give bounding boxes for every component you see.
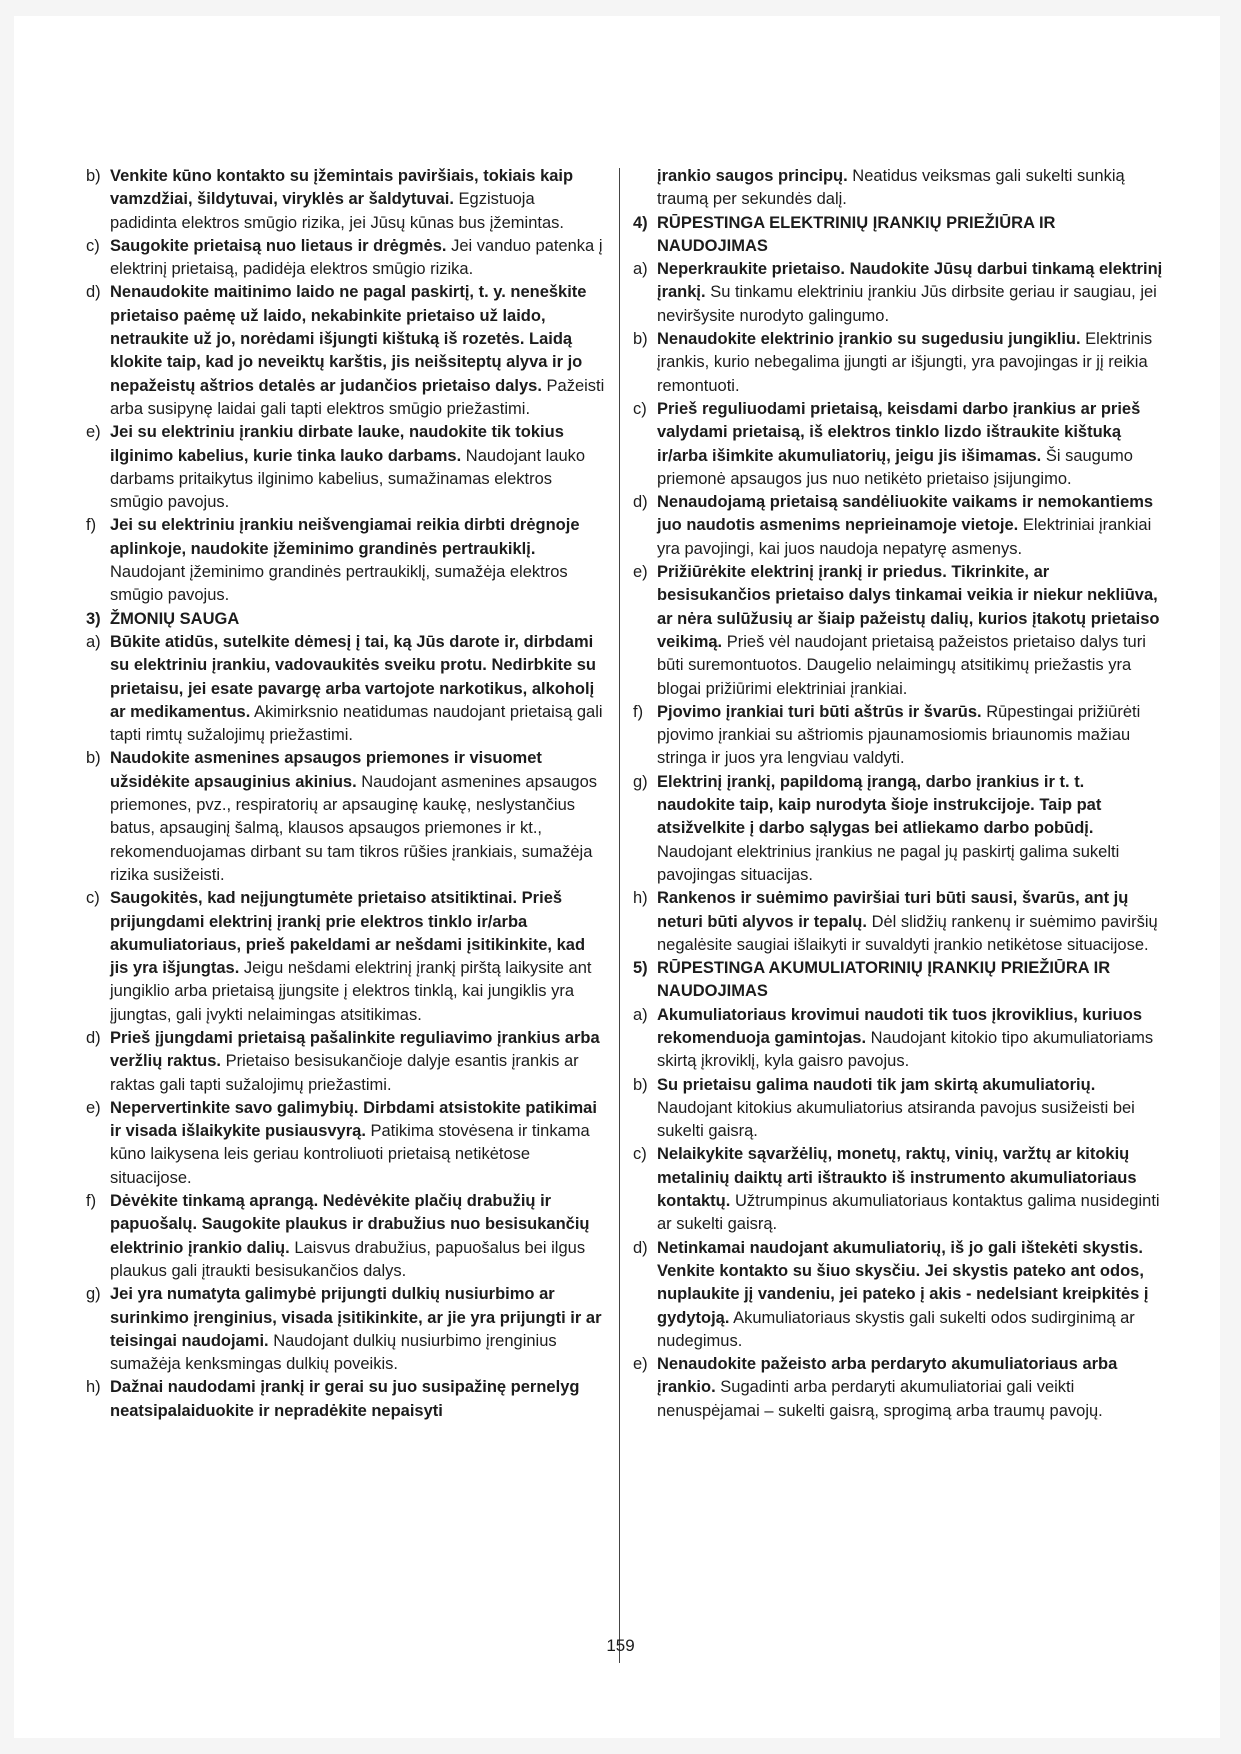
item-bold-text: Su prietaisu galima naudoti tik jam skirtą akumuliatorių.	[657, 1075, 1096, 1094]
item-marker: e)	[86, 423, 101, 442]
item-marker: e)	[633, 1355, 648, 1374]
list-item	[86, 514, 606, 607]
list-item	[86, 1376, 606, 1423]
item-marker: d)	[633, 493, 648, 512]
item-text: Akumuliatoriaus skystis gali sukelti odos sudirginimą ar nudegimus.	[657, 1308, 1135, 1350]
item-bold-text: Neperkraukite prietaiso. Naudokite Jūsų darbui tinkamą elektrinį įrankį.	[657, 260, 1163, 302]
list-item	[633, 491, 1165, 561]
item-text: Elektrinis įrankis, kurio nebegalima įjungti ar išjungti, yra pavojingas ir jį reikia remontuoti.	[657, 330, 1153, 395]
list-item	[86, 631, 606, 747]
item-marker: a)	[86, 632, 101, 651]
item-marker: b)	[86, 167, 101, 185]
right-column	[633, 165, 1165, 1423]
item-bold-text: Saugokite prietaisą nuo lietaus ir drėgmės.	[110, 236, 447, 255]
section-heading	[633, 212, 1165, 259]
item-text: Elektriniai įrankiai yra pavojingi, kai juos naudoja nepatyrę asmenys.	[657, 516, 1152, 558]
list-item	[633, 328, 1165, 398]
item-text: Pažeisti arba susipynę laidai gali tapti elektros smūgio priežastimi.	[110, 376, 605, 418]
item-marker: f)	[633, 702, 644, 721]
item-marker: d)	[86, 283, 101, 302]
list-item	[633, 398, 1165, 491]
list-item	[633, 561, 1165, 701]
item-bold-text: Nelaikykite sąvaržėlių, monetų, raktų, vinių, varžtų ar kitokių metalinių daiktų arti ištraukto iš instrumento akumuliatoriaus kontaktų.	[657, 1145, 1137, 1211]
list-item	[633, 1353, 1165, 1423]
left-column	[86, 165, 606, 1423]
item-bold-text: Prieš reguliuodami prietaisą, keisdami darbo įrankius ar prieš valydami prietaisą, iš elektros tinklo lizdo ištraukite kištuką ir/arba išimkite akumuliatorių, jeigu jis išimamas.	[657, 399, 1141, 465]
item-bold-text: Prieš įjungdami prietaisą pašalinkite reguliavimo įrankius arba veržlių raktus.	[110, 1028, 600, 1071]
item-text: Naudojant kitokio tipo akumuliatoriams skirtą įkroviklį, kyla gaisro pavojus.	[657, 1028, 1154, 1071]
item-bold-text: Venkite kūno kontakto su įžemintais paviršiais, tokiais kaip vamzdžiai, šildytuvai, viryklės ar šaldytuvai.	[110, 167, 574, 209]
item-bold-text: Akumuliatoriaus krovimui naudoti tik tuos įkroviklius, kuriuos rekomenduoja gamintojas.	[657, 1005, 1143, 1047]
item-marker: d)	[86, 1028, 101, 1047]
item-bold-text: Nenaudokite pažeisto arba perdaryto akumuliatoriaus arba įrankio.	[657, 1355, 1118, 1397]
item-text: Naudojant asmenines apsaugos priemones, pvz., respiratorių ar apsauginę kaukę, neslystančius batus, apsauginį šalmą, klausos apsaugos priemones ir kt., rekomenduojamas dirbant su tam tikros rūšies įrankiais, sumažėja rizika susižeisti.	[110, 772, 597, 884]
item-text: Prietaiso besisukančioje dalyje esantis įrankis ar raktas gali tapti sužalojimų priežastimi.	[110, 1052, 579, 1094]
item-marker: c)	[633, 1145, 647, 1164]
item-marker: a)	[633, 1005, 648, 1024]
item-marker: c)	[86, 236, 100, 255]
item-bold-text: Pjovimo įrankiai turi būti aštrūs ir švarūs.	[657, 702, 982, 721]
item-text: Laisvus drabužius, papuošalus bei ilgus plaukus gali įtraukti besisukančios dalys.	[110, 1238, 586, 1280]
item-marker: b)	[633, 330, 648, 349]
item-bold-text: Prižiūrėkite elektrinį įrankį ir priedus. Tikrinkite, ar besisukančios prietaiso dalys tinkamai veikia ir niekur nekliūva, ar nėra sulūžusių ar šiaip pažeistų dalių, kurios įtakotų prietaiso veikimą.	[657, 563, 1160, 651]
list-item	[86, 1097, 606, 1190]
item-text: Egzistuoja padidinta elektros smūgio rizika, jei Jūsų kūnas bus įžemintas.	[110, 190, 564, 232]
item-bold-text: Nenaudokite maitinimo laido ne pagal paskirtį, t. y. neneškite prietaiso paėmę už laido, nekabinkite prietaiso už laido, netraukite už jo, norėdami išjungti kištuką iš rozetės. Laidą klokite taip, kad jo neveiktų karštis, jis neišsiteptų alyva ir jo nepažeistų aštrios detalės ar judančios prietaiso dalys.	[110, 283, 587, 395]
section-number: 4)	[633, 213, 648, 232]
list-item	[86, 235, 606, 282]
list-item	[86, 281, 606, 421]
item-bold-text: Saugokitės, kad neįjungtumėte prietaiso atsitiktinai. Prieš prijungdami elektrinį įrankį prie elektros tinklo ir/arba akumuliatoriaus, prieš pakeldami ar nešdami įsitikinkite, kad jis yra išjungtas.	[110, 889, 586, 978]
item-bold-text: Elektrinį įrankį, papildomą įrangą, darbo įrankius ir t. t. naudokite taip, kaip nurodyta šioje instrukcijoje. Taip pat atsižvelkite į darbo sąlygas bei atliekamo darbo pobūdį.	[657, 772, 1102, 838]
list-item	[86, 1190, 606, 1283]
item-marker: c)	[86, 889, 100, 908]
item-text: Akimirksnio neatidumas naudojant prietaisą gali tapti rimtų sužalojimų priežastimi.	[110, 702, 603, 745]
list-item	[86, 165, 606, 235]
list-item	[633, 1237, 1165, 1353]
list-item	[86, 1283, 606, 1376]
item-marker: c)	[633, 399, 647, 418]
list-item	[633, 1004, 1165, 1074]
item-text: Užtrumpinus akumuliatoriaus kontaktus galima nusideginti ar sukelti gaisrą.	[657, 1192, 1160, 1234]
list-item	[633, 258, 1165, 328]
section-title: ŽMONIŲ SAUGA	[110, 609, 240, 628]
item-bold-text: Netinkamai naudojant akumuliatorių, iš jo gali ištekėti skystis. Venkite kontakto su šiuo skysčiu. Jei skystis pateko ant odos, nuplaukite jį vandeniu, jei pateko į akis - nedelsiant kreipkitės į gydytoją.	[657, 1238, 1149, 1327]
list-item	[86, 1027, 606, 1097]
item-marker: a)	[633, 260, 648, 279]
item-text: Ši saugumo priemonė apsaugos jus nuo netikėto prietaiso įsijungimo.	[657, 446, 1133, 488]
item-bold-text: Būkite atidūs, sutelkite dėmesį į tai, ką Jūs darote ir, dirbdami su elektriniu įrankiu, vadovaukitės sveiku protu. Nedirbkite su prietaisu, jei esate pavargę arba vartojote narkotikus, alkoholį ar medikamentus.	[110, 632, 596, 721]
item-marker: f)	[86, 1192, 97, 1211]
item-marker: h)	[86, 1378, 101, 1397]
item-marker: g)	[633, 772, 648, 791]
item-text: Naudojant įžeminimo grandinės pertraukiklį, sumažėja elektros smūgio pavojus.	[110, 563, 568, 605]
section-heading	[633, 957, 1165, 1004]
item-text: Sugadinti arba perdaryti akumuliatoriai gali veikti nenuspėjamai – sukelti gaisrą, sprogimą arba traumų pavojų.	[657, 1378, 1103, 1420]
item-marker: f)	[86, 516, 97, 535]
item-bold-text: Naudokite asmenines apsaugos priemones ir visuomet užsidėkite apsauginius akinius.	[110, 749, 542, 791]
item-marker: h)	[633, 889, 648, 908]
item-marker: b)	[633, 1075, 648, 1094]
item-marker: d)	[633, 1238, 648, 1257]
item-bold-text: įrankio saugos principų.	[657, 167, 848, 185]
item-text: Jei vanduo patenka į elektrinį prietaisą, padidėja elektros smūgio rizika.	[110, 236, 603, 279]
item-text: Naudojant kitokius akumuliatorius atsiranda pavojus susižeisti bei sukelti gaisrą.	[657, 1098, 1135, 1141]
item-text: Patikima stovėsena ir tinkama kūno laikysena leis geriau kontroliuoti prietaisą netikėtose situacijose.	[110, 1122, 590, 1187]
list-item	[86, 747, 606, 887]
item-text: Dėl slidžių rankenų ir suėmimo paviršių negalėsite saugiai išlaikyti ir suvaldyti įrankio netikėtose situacijose.	[657, 912, 1158, 954]
list-item	[633, 1143, 1165, 1236]
item-text: Naudojant lauko darbams pritaikytus ilginimo kabelius, sumažinamas elektros smūgio pavojus.	[110, 446, 586, 512]
section-number: 3)	[86, 609, 101, 628]
list-item	[633, 701, 1165, 771]
item-bold-text: Nenaudokite elektrinio įrankio su sugedusiu jungikliu.	[657, 330, 1081, 349]
item-bold-text: Nenaudojamą prietaisą sandėliuokite vaikams ir nemokantiems juo naudotis asmenims neprieinamoje vietoje.	[657, 493, 1154, 535]
item-marker: e)	[86, 1098, 101, 1117]
section-title: RŪPESTINGA ELEKTRINIŲ ĮRANKIŲ PRIEŽIŪRA IR NAUDOJIMAS	[657, 213, 1056, 255]
item-text: Naudojant elektrinius įrankius ne pagal jų paskirtį galima sukelti pavojingas situacijas.	[657, 842, 1120, 884]
section-number: 5)	[633, 959, 648, 978]
section-heading	[86, 608, 606, 631]
item-bold-text: Jei su elektriniu įrankiu dirbate lauke, naudokite tik tokius ilginimo kabelius, kurie tinka lauko darbams.	[110, 423, 564, 465]
item-marker: b)	[86, 749, 101, 768]
item-bold-text: Rankenos ir suėmimo paviršiai turi būti sausi, švarūs, ant jų neturi būti alyvos ir tepalų.	[657, 889, 1129, 931]
item-text: Prieš vėl naudojant prietaisą pažeistos prietaiso dalys turi būti suremontuotos. Daugelio nelaimingų atsitikimų priežastis yra blogai prižiūrimi elektriniai įrankiai.	[657, 632, 1146, 698]
item-text: Jeigu nešdami elektrinį įrankį pirštą laikysite ant jungiklio arba prietaisą įjungsite į elektros tinklą, kai jungiklis yra įjungtas, gali įvykti nelaimingas atsitikimas.	[110, 959, 592, 1024]
item-bold-text: Dėvėkite tinkamą aprangą. Nedėvėkite plačių drabužių ir papuošalų. Saugokite plaukus ir drabužius nuo besisukančių elektrinio įrankio dalių.	[110, 1192, 590, 1257]
column-divider	[619, 168, 620, 1663]
list-item	[633, 887, 1165, 957]
list-item	[86, 421, 606, 514]
page-number: 159	[606, 1636, 635, 1655]
item-bold-text: Jei su elektriniu įrankiu neišvengiamai reikia dirbti drėgnoje aplinkoje, naudokite įžeminimo grandinės pertraukiklį.	[110, 516, 580, 558]
continued-paragraph	[633, 165, 1165, 212]
item-bold-text: Dažnai naudodami įrankį ir gerai su juo susipažinę pernelyg neatsipalaiduokite ir nepradėkite nepaisyti	[110, 1378, 580, 1420]
section-title: RŪPESTINGA AKUMULIATORINIŲ ĮRANKIŲ PRIEŽIŪRA IR NAUDOJIMAS	[657, 959, 1111, 1001]
item-marker: g)	[86, 1285, 101, 1304]
item-bold-text: Nepervertinkite savo galimybių. Dirbdami atsistokite patikimai ir visada išlaikykite pusiausvyrą.	[110, 1098, 597, 1141]
item-text: Su tinkamu elektriniu įrankiu Jūs dirbsite geriau ir saugiau, jei neviršysite nurodyto galingumo.	[657, 283, 1157, 325]
item-marker: e)	[633, 563, 648, 582]
list-item	[86, 887, 606, 1027]
item-text: Rūpestingai prižiūrėti pjovimo įrankiai su aštriomis pjaunamosiomis briaunomis mažiau stringa ir juos yra lengviau valdyti.	[657, 702, 1141, 768]
item-text: Naudojant dulkių nusiurbimo įrenginius sumažėja kenksmingas dulkių poveikis.	[110, 1331, 557, 1374]
item-text: Neatidus veiksmas gali sukelti sunkią traumą per sekundės dalį.	[657, 167, 1125, 209]
item-bold-text: Jei yra numatyta galimybė prijungti dulkių nusiurbimo ar surinkimo įrenginius, visada įsitikinkite, ar jie yra prijungti ir ar teisingai naudojami.	[110, 1285, 602, 1350]
list-item	[633, 771, 1165, 887]
list-item	[633, 1074, 1165, 1144]
